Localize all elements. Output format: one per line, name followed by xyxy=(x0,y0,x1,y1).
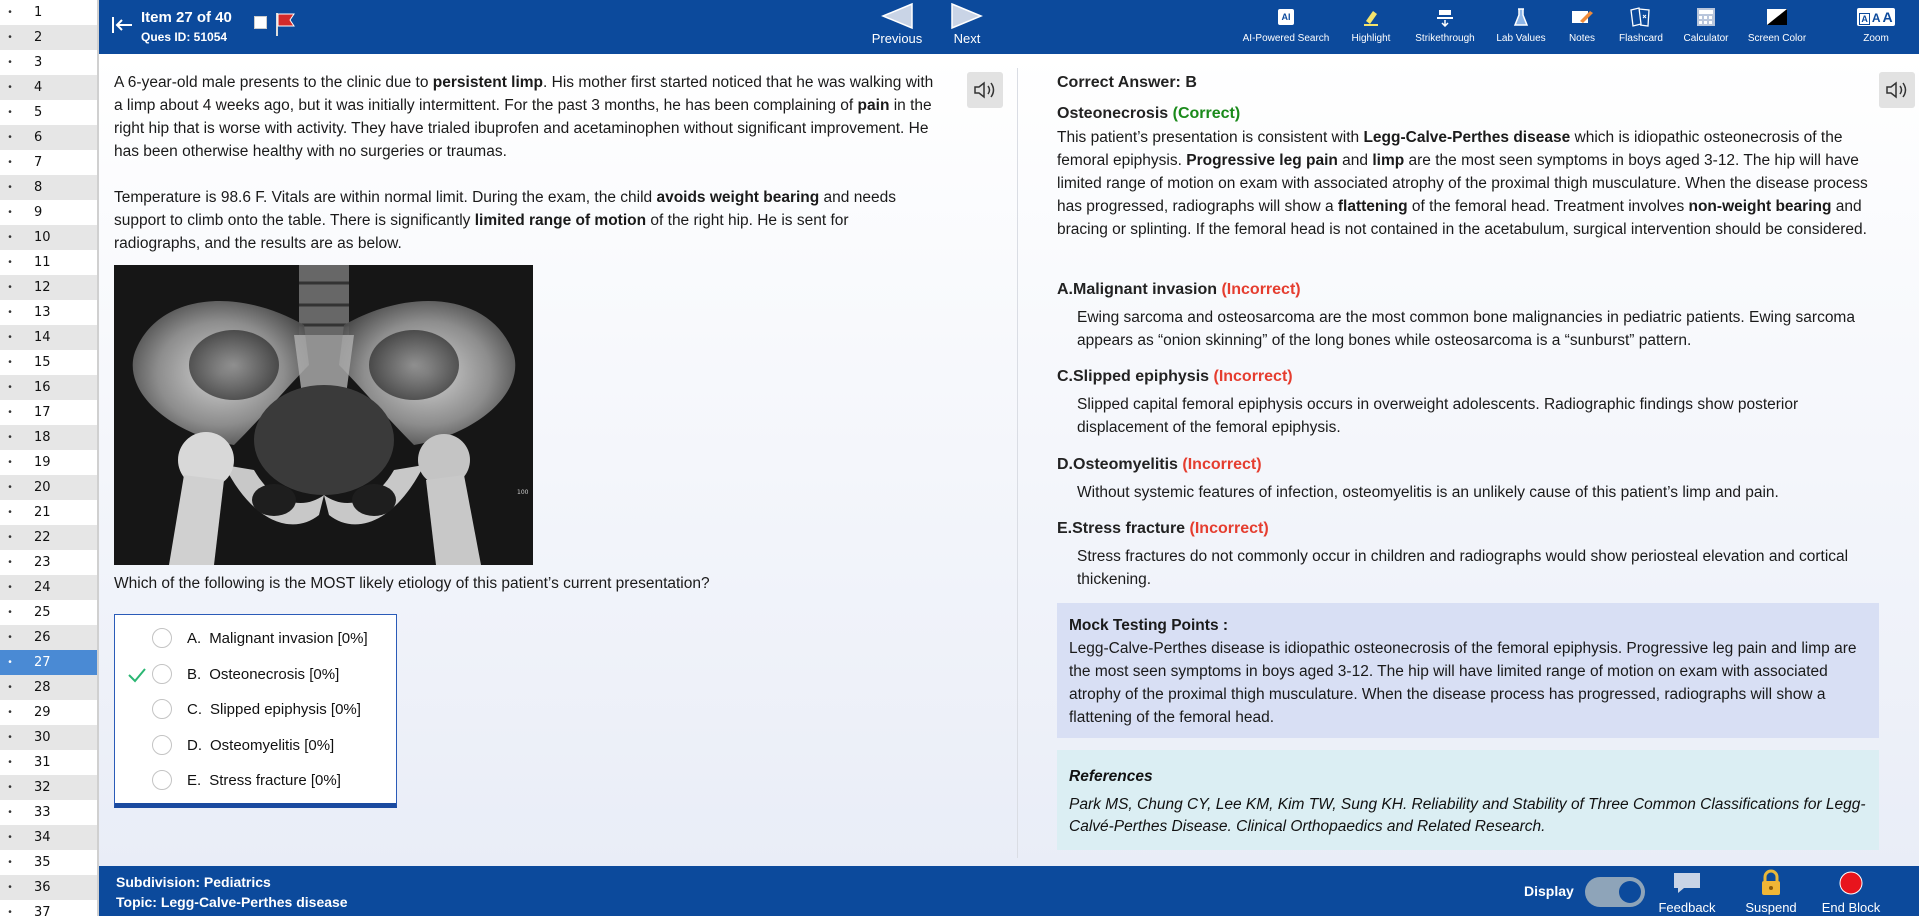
sidebar-item-number: 23 xyxy=(34,555,51,570)
lock-icon xyxy=(1759,869,1783,897)
sidebar-item-12[interactable] xyxy=(0,275,97,300)
sidebar-item-number: 5 xyxy=(34,105,43,120)
mock-testing-points xyxy=(1057,603,1879,738)
bullet-icon: • xyxy=(8,657,12,668)
tool-label: Screen Color xyxy=(1747,33,1807,44)
checkmark-icon xyxy=(127,666,147,684)
text-run: and needs support to climb onto the table. There is significantly xyxy=(114,189,896,229)
explanation-heading: E.Stress fracture (Incorrect) xyxy=(1057,520,1269,537)
radio-button[interactable] xyxy=(152,735,172,755)
option-d-explanation xyxy=(1057,453,1887,504)
incorrect-status: (Incorrect) xyxy=(1221,281,1301,298)
question-navigator xyxy=(0,0,99,916)
explanation-heading: D.Osteomyelitis (Incorrect) xyxy=(1057,456,1262,473)
option-label: Stress fracture [0%] xyxy=(209,772,341,790)
bullet-icon: • xyxy=(8,532,12,543)
sidebar-item-20[interactable] xyxy=(0,475,97,500)
bullet-icon: • xyxy=(8,482,12,493)
correct-option-explanation xyxy=(1057,102,1887,241)
option-label: Osteomyelitis [0%] xyxy=(210,736,335,754)
sidebar-item-17[interactable] xyxy=(0,400,97,425)
tool-label: Notes xyxy=(1568,33,1596,44)
calculator-tool[interactable] xyxy=(1677,6,1735,44)
text-run: Temperature is 98.6 F. Vitals are within normal limit. During the exam, the child xyxy=(114,189,657,206)
tool-label: Strikethrough xyxy=(1415,33,1475,44)
sidebar-item-number: 6 xyxy=(34,130,43,145)
option-title: Slipped epiphysis xyxy=(1073,368,1210,385)
bullet-icon: • xyxy=(8,607,12,618)
option-title: Osteonecrosis xyxy=(1057,105,1169,122)
sidebar-item-number: 35 xyxy=(34,855,51,870)
sidebar-item-7[interactable] xyxy=(0,150,97,175)
speaker-icon xyxy=(973,80,997,100)
tool-label: Zoom xyxy=(1863,33,1889,44)
incorrect-status: (Incorrect) xyxy=(1213,368,1293,385)
answer-option-e[interactable] xyxy=(115,763,396,799)
bullet-icon: • xyxy=(8,182,12,193)
sidebar-item-18[interactable] xyxy=(0,425,97,450)
option-label: Slipped epiphysis [0%] xyxy=(210,701,361,719)
screen-color-icon xyxy=(1766,8,1788,26)
bullet-icon: • xyxy=(8,807,12,818)
notes-icon xyxy=(1570,7,1594,27)
option-title: Stress fracture xyxy=(1072,520,1186,537)
bold-phrase: Progressive leg pain xyxy=(1186,152,1338,169)
speaker-icon xyxy=(1885,80,1909,100)
bullet-icon: • xyxy=(8,357,12,368)
sidebar-item-27[interactable] xyxy=(0,650,97,675)
strikethrough-icon xyxy=(1435,7,1455,27)
bullet-icon: • xyxy=(8,507,12,518)
question-stem-paragraph-2 xyxy=(114,186,934,255)
flashcard-tool[interactable] xyxy=(1613,6,1669,44)
item-counter: Item 27 of 40 xyxy=(141,9,232,26)
notes-tool[interactable] xyxy=(1559,6,1605,44)
sidebar-item-35[interactable] xyxy=(0,850,97,875)
bullet-icon: • xyxy=(8,857,12,868)
sidebar-item-number: 10 xyxy=(34,230,51,245)
bullet-icon: • xyxy=(8,557,12,568)
bullet-icon: • xyxy=(8,332,12,343)
topic-label: Topic: Legg-Calve-Perthes disease xyxy=(116,894,348,910)
sidebar-item-6[interactable] xyxy=(0,125,97,150)
bullet-icon: • xyxy=(8,157,12,168)
text-run: A 6-year-old male presents to the clinic due to xyxy=(114,74,433,91)
sidebar-item-number: 21 xyxy=(34,505,51,520)
sidebar-item-number: 28 xyxy=(34,680,51,695)
answer-option-a[interactable] xyxy=(115,621,396,657)
sidebar-item-26[interactable] xyxy=(0,625,97,650)
sidebar-item-number: 37 xyxy=(34,905,51,916)
bullet-icon: • xyxy=(8,307,12,318)
bullet-icon: • xyxy=(8,232,12,243)
xray-scale-label: 100 xyxy=(517,489,529,496)
explanation-body: Without systemic features of infection, osteomyelitis is an unlikely cause of this patient’s limp and pain. xyxy=(1077,484,1779,501)
sidebar-item-34[interactable] xyxy=(0,825,97,850)
lab-flask-icon xyxy=(1512,7,1530,27)
option-text xyxy=(187,737,334,754)
sidebar-item-9[interactable] xyxy=(0,200,97,225)
bullet-icon: • xyxy=(8,32,12,43)
sidebar-item-3[interactable] xyxy=(0,50,97,75)
sidebar-item-number: 30 xyxy=(34,730,51,745)
references-box xyxy=(1057,750,1879,850)
sidebar-item-number: 16 xyxy=(34,380,51,395)
text-run: are the most seen symptoms in boys aged 3-12. The hip will have limited range of motion on exam with associated atrophy of the proximal thigh musculature. When the disease process has progressed, radiographs will show a xyxy=(1057,152,1868,215)
bold-phrase: flattening xyxy=(1337,198,1408,215)
question-stem-paragraph-1 xyxy=(114,71,934,163)
bottom-bar xyxy=(99,866,1919,916)
previous-button[interactable] xyxy=(869,2,925,46)
bullet-icon: • xyxy=(8,832,12,843)
sidebar-item-number: 26 xyxy=(34,630,51,645)
sidebar-item-number: 29 xyxy=(34,705,51,720)
tool-label: Flashcard xyxy=(1619,33,1663,44)
option-text xyxy=(187,666,339,683)
screen-color-tool[interactable] xyxy=(1743,6,1811,44)
correct-answer-label: Correct Answer: B xyxy=(1057,74,1197,91)
option-c-explanation xyxy=(1057,365,1887,439)
ai-search-icon: AI xyxy=(1278,9,1294,25)
pelvis-radiograph-image xyxy=(114,265,533,565)
sidebar-item-16[interactable] xyxy=(0,375,97,400)
display-toggle[interactable] xyxy=(1585,877,1645,907)
zoom-tool[interactable] xyxy=(1851,6,1901,44)
bullet-icon: • xyxy=(8,7,12,18)
option-letter: A. xyxy=(187,630,202,648)
sidebar-item-36[interactable] xyxy=(0,875,97,900)
bullet-icon: • xyxy=(8,57,12,68)
sidebar-item-2[interactable] xyxy=(0,25,97,50)
end-block-label: End Block xyxy=(1821,900,1881,915)
tool-label: Calculator xyxy=(1683,33,1729,44)
strikethrough-tool[interactable] xyxy=(1407,6,1483,44)
explanation-heading: C.Slipped epiphysis (Incorrect) xyxy=(1057,368,1293,385)
option-letter: E. xyxy=(187,772,202,790)
bold-phrase: limp xyxy=(1372,152,1405,169)
bullet-icon: • xyxy=(8,907,12,916)
explanation-heading xyxy=(1057,102,1887,125)
next-arrow-icon xyxy=(950,2,984,30)
feedback-label: Feedback xyxy=(1658,900,1716,915)
flag-icon[interactable] xyxy=(274,11,296,37)
bullet-icon: • xyxy=(8,407,12,418)
tool-label: Highlight xyxy=(1351,33,1391,44)
text-run: and xyxy=(1337,152,1373,169)
sidebar-item-10[interactable] xyxy=(0,225,97,250)
tool-label: Lab Values xyxy=(1496,33,1546,44)
text-run: of the femoral head. Treatment involves xyxy=(1407,198,1689,215)
sidebar-item-1[interactable] xyxy=(0,0,97,25)
sidebar-item-28[interactable] xyxy=(0,675,97,700)
bullet-icon: • xyxy=(8,457,12,468)
speech-bubble-icon xyxy=(1672,871,1702,895)
option-label: Osteonecrosis [0%] xyxy=(209,665,340,683)
tool-label: AI-Powered Search xyxy=(1242,33,1330,44)
explanation-body: Slipped capital femoral epiphysis occurs in overweight adolescents. Radiographic findings show posterior displacement of the femoral epiphysis. xyxy=(1077,396,1799,436)
option-title: Osteomyelitis xyxy=(1073,456,1178,473)
bullet-icon: • xyxy=(8,207,12,218)
sidebar-item-number: 19 xyxy=(34,455,51,470)
explanation-body xyxy=(1057,126,1887,241)
sidebar-item-number: 34 xyxy=(34,830,51,845)
text-run: which is idiopathic osteonecrosis of the femoral epiphysis. xyxy=(1057,129,1843,169)
sidebar-item-21[interactable] xyxy=(0,500,97,525)
sidebar-item-number: 22 xyxy=(34,530,51,545)
sidebar-item-13[interactable] xyxy=(0,300,97,325)
suspend-label: Suspend xyxy=(1745,900,1797,915)
option-letter: B. xyxy=(187,665,202,683)
radio-button[interactable] xyxy=(152,770,172,790)
highlighter-icon xyxy=(1361,7,1381,27)
sidebar-item-31[interactable] xyxy=(0,750,97,775)
flashcard-icon xyxy=(1628,6,1654,28)
sidebar-item-4[interactable] xyxy=(0,75,97,100)
sidebar-item-11[interactable] xyxy=(0,250,97,275)
sidebar-item-8[interactable] xyxy=(0,175,97,200)
bullet-icon: • xyxy=(8,432,12,443)
radio-button[interactable] xyxy=(152,664,172,684)
sidebar-item-number: 20 xyxy=(34,480,51,495)
bold-phrase: Legg-Calve-Perthes disease xyxy=(1363,129,1571,146)
stop-icon xyxy=(1838,870,1864,896)
sidebar-item-19[interactable] xyxy=(0,450,97,475)
bold-phrase: non-weight bearing xyxy=(1688,198,1832,215)
sidebar-item-number: 11 xyxy=(34,255,51,270)
sidebar-item-15[interactable] xyxy=(0,350,97,375)
sidebar-item-29[interactable] xyxy=(0,700,97,725)
sidebar-item-number: 8 xyxy=(34,180,43,195)
bullet-icon: • xyxy=(8,682,12,693)
option-text xyxy=(187,630,368,647)
ai-search-tool[interactable] xyxy=(1239,6,1333,44)
bullet-icon: • xyxy=(8,107,12,118)
answer-option-d[interactable] xyxy=(115,728,396,764)
bold-phrase: persistent limp xyxy=(432,74,544,91)
sidebar-item-number: 17 xyxy=(34,405,51,420)
next-label: Next xyxy=(953,31,981,46)
radio-button[interactable] xyxy=(152,628,172,648)
answer-choices xyxy=(114,614,397,808)
sidebar-item-number: 2 xyxy=(34,30,43,45)
subdivision-label: Subdivision: Pediatrics xyxy=(116,874,271,890)
previous-label: Previous xyxy=(871,31,923,46)
sidebar-item-number: 36 xyxy=(34,880,51,895)
option-title: Malignant invasion xyxy=(1073,281,1218,298)
option-a-explanation xyxy=(1057,278,1887,352)
previous-arrow-icon xyxy=(880,2,914,30)
explanation-body: Stress fractures do not commonly occur in children and radiographs would show periosteal elevation and cortical thickening. xyxy=(1077,548,1849,588)
top-toolbar xyxy=(99,0,1919,54)
bullet-icon: • xyxy=(8,82,12,93)
sidebar-item-5[interactable] xyxy=(0,100,97,125)
text-run: in the right hip that is worse with activity. They have trialed ibuprofen and acetaminophen without significant improvement. He has been otherwise healthy with no surgeries or traumas. xyxy=(114,97,932,160)
sidebar-item-number: 33 xyxy=(34,805,51,820)
sidebar-item-number: 18 xyxy=(34,430,51,445)
bullet-icon: • xyxy=(8,282,12,293)
sidebar-item-number: 27 xyxy=(34,655,51,670)
display-label: Display xyxy=(1524,883,1574,899)
sidebar-item-number: 32 xyxy=(34,780,51,795)
bullet-icon: • xyxy=(8,782,12,793)
toggle-knob xyxy=(1619,881,1641,903)
sidebar-item-14[interactable] xyxy=(0,325,97,350)
sidebar-item-number: 12 xyxy=(34,280,51,295)
sidebar-item-number: 1 xyxy=(34,5,43,20)
sidebar-item-23[interactable] xyxy=(0,550,97,575)
suspend-button[interactable] xyxy=(1741,869,1801,915)
mock-points-title: Mock Testing Points : xyxy=(1069,617,1229,634)
sidebar-item-number: 25 xyxy=(34,605,51,620)
sidebar-item-30[interactable] xyxy=(0,725,97,750)
highlight-tool[interactable] xyxy=(1343,6,1399,44)
sidebar-item-22[interactable] xyxy=(0,525,97,550)
mark-checkbox[interactable] xyxy=(254,16,267,29)
calculator-icon xyxy=(1696,7,1716,27)
sidebar-item-33[interactable] xyxy=(0,800,97,825)
explanation-body: Ewing sarcoma and osteosarcoma are the most common bone malignancies in pediatric patients. Ewing sarcoma appears as “onion skinning” of the long bones while osteosarcoma is a “sunburst” pattern. xyxy=(1077,309,1855,349)
explanation-pane xyxy=(1018,54,1919,866)
sidebar-item-number: 7 xyxy=(34,155,43,170)
text-run: and bracing or splinting. If the femoral head is not contained in the acetabulum, surgical intervention should be considered. xyxy=(1057,198,1867,238)
option-letter: D. xyxy=(187,736,202,754)
option-text xyxy=(187,772,341,789)
bullet-icon: • xyxy=(8,732,12,743)
sidebar-item-number: 31 xyxy=(34,755,51,770)
bold-phrase: limited range of motion xyxy=(474,212,647,229)
bullet-icon: • xyxy=(8,257,12,268)
incorrect-status: (Incorrect) xyxy=(1182,456,1262,473)
question-audio-button[interactable] xyxy=(967,72,1003,108)
sidebar-item-number: 24 xyxy=(34,580,51,595)
zoom-icon: A A A xyxy=(1857,8,1894,26)
mock-points-body: Legg-Calve-Perthes disease is idiopathic osteonecrosis of the femoral epiphysis. Progressive leg pain and limp are the most seen symptoms in boys aged 3-12. The hip will have limited range of motion on exam with associated atrophy of the proximal thigh musculature. When the disease process has progressed, radiographs will show a flattening of the femoral head. xyxy=(1069,640,1857,726)
sidebar-item-32[interactable] xyxy=(0,775,97,800)
question-pane xyxy=(99,54,1017,846)
bullet-icon: • xyxy=(8,582,12,593)
sidebar-item-number: 14 xyxy=(34,330,51,345)
sidebar-item-number: 13 xyxy=(34,305,51,320)
text-run: . His mother first started noticed that he was walking with a limp about 4 weeks ago, but it was initially intermittent. For the past 3 months, he has been complaining of xyxy=(114,74,934,114)
bullet-icon: • xyxy=(8,757,12,768)
sidebar-item-25[interactable] xyxy=(0,600,97,625)
main-content xyxy=(99,54,1919,866)
explanation-heading: A.Malignant invasion (Incorrect) xyxy=(1057,281,1301,298)
references-title: References xyxy=(1069,768,1153,785)
bullet-icon: • xyxy=(8,882,12,893)
sidebar-item-number: 3 xyxy=(34,55,43,70)
radio-button[interactable] xyxy=(152,699,172,719)
bold-phrase: pain xyxy=(857,97,890,114)
option-e-explanation xyxy=(1057,517,1887,591)
back-arrow-icon[interactable] xyxy=(109,12,135,38)
bold-phrase: avoids weight bearing xyxy=(656,189,820,206)
references-body: Park MS, Chung CY, Lee KM, Kim TW, Sung KH. Reliability and Stability of Three Common Classifications for Legg-Calvé-Perthes Disease. Clinical Orthopaedics and Related Research. xyxy=(1069,796,1866,835)
bullet-icon: • xyxy=(8,632,12,643)
bullet-icon: • xyxy=(8,382,12,393)
option-letter: C. xyxy=(187,701,202,719)
option-text xyxy=(187,701,361,718)
correct-status: (Correct) xyxy=(1172,105,1241,122)
answer-option-c[interactable] xyxy=(115,692,396,728)
incorrect-status: (Incorrect) xyxy=(1189,520,1269,537)
feedback-button[interactable] xyxy=(1655,869,1719,915)
question-prompt: Which of the following is the MOST likely etiology of this patient’s current presentation? xyxy=(114,575,710,592)
sidebar-item-number: 9 xyxy=(34,205,43,220)
answer-option-b[interactable] xyxy=(115,657,396,693)
text-run: This patient’s presentation is consistent with xyxy=(1057,129,1364,146)
sidebar-item-37[interactable] xyxy=(0,900,97,916)
sidebar-item-number: 15 xyxy=(34,355,51,370)
lab-values-tool[interactable] xyxy=(1491,6,1551,44)
option-label: Malignant invasion [0%] xyxy=(209,630,368,648)
end-block-button[interactable] xyxy=(1816,869,1886,915)
bullet-icon: • xyxy=(8,707,12,718)
sidebar-item-24[interactable] xyxy=(0,575,97,600)
bullet-icon: • xyxy=(8,132,12,143)
text-run: of the right hip. He is sent for radiographs, and the results are as below. xyxy=(114,212,849,252)
question-id: Ques ID: 51054 xyxy=(141,30,228,44)
sidebar-item-number: 4 xyxy=(34,80,43,95)
next-button[interactable] xyxy=(942,2,992,46)
